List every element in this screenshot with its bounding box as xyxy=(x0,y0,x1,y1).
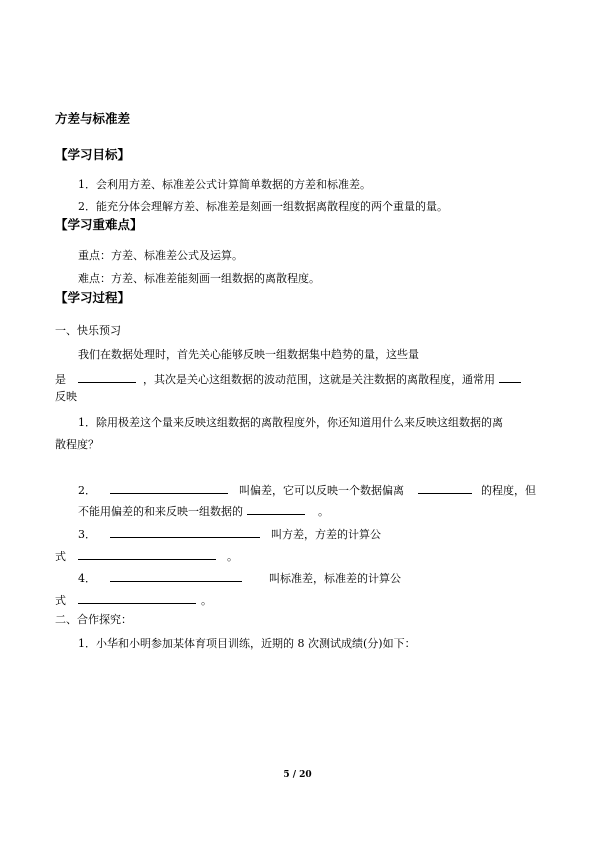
blank-deviation[interactable] xyxy=(110,482,228,494)
q2-text-d: 不能用偏差的和来反映一组数据的 xyxy=(78,505,243,518)
blank-variance[interactable] xyxy=(110,526,260,538)
key-focus: 重点：方差、标准差公式及运算。 xyxy=(78,249,243,262)
blank-variance-formula[interactable] xyxy=(78,548,216,560)
blank-deviation-from[interactable] xyxy=(418,482,472,494)
question-3-line-1 xyxy=(78,526,381,542)
blank-dispersion-measure[interactable] xyxy=(499,371,521,383)
q4-number: 4． xyxy=(78,572,96,585)
part2-label: 二、合作探究： xyxy=(55,613,132,626)
page-number: 5 / 20 xyxy=(283,770,312,780)
intro-line-2 xyxy=(55,371,521,387)
q3-text-d: 。 xyxy=(227,550,238,563)
question-2-line-1 xyxy=(78,482,536,498)
q2-text-c: 的程度，但 xyxy=(481,484,536,497)
question-1-line-1: 1．除用极差这个量来反映这组数据的离散程度外，你还知道用什么来反映这组数据的离 xyxy=(78,416,503,429)
blank-central-measure[interactable] xyxy=(78,371,136,383)
question-3-line-2 xyxy=(55,548,238,564)
q4-text-b: 叫标准差，标准差的计算公 xyxy=(269,572,401,585)
blank-std-dev-formula[interactable] xyxy=(78,592,196,604)
q3-text-b: 叫方差，方差的计算公 xyxy=(271,528,381,541)
intro-line-3: 反映 xyxy=(55,390,77,403)
question-4-line-2 xyxy=(55,592,212,608)
q2-number: 2． xyxy=(78,484,96,497)
q3-number: 3． xyxy=(78,528,96,541)
blank-std-dev[interactable] xyxy=(110,570,242,582)
section-heading-goals: 【学习目标】 xyxy=(55,147,131,162)
q3-text-c: 式 xyxy=(55,550,66,563)
question-2-line-2 xyxy=(78,503,329,519)
section-heading-process: 【学习过程】 xyxy=(55,290,131,305)
q4-text-d: 。 xyxy=(201,594,212,607)
q4-text-c: 式 xyxy=(55,594,66,607)
intro-line-2-b: ，其次是关心这组数据的波动范围，这就是关注数据的离散程度，通常用 xyxy=(143,373,495,386)
goal-item-2: 2．能充分体会理解方差、标准差是刻画一组数据离散程度的两个重量的量。 xyxy=(78,200,448,213)
goal-item-1: 1．会利用方差、标准差公式计算简单数据的方差和标准差。 xyxy=(78,178,371,191)
coop-item-1: 1．小华和小明参加某体育项目训练，近期的 8 次测试成绩(分)如下： xyxy=(78,637,416,650)
blank-deviation-sum[interactable] xyxy=(247,503,305,515)
intro-line-2-a: 是 xyxy=(55,373,66,386)
q2-text-e: 。 xyxy=(318,505,329,518)
page-title: 方差与标准差 xyxy=(55,111,131,126)
q2-text-b: 叫偏差，它可以反映一个数据偏离 xyxy=(239,484,404,497)
section-heading-key: 【学习重难点】 xyxy=(55,217,143,232)
intro-line-1: 我们在数据处理时，首先关心能够反映一组数据集中趋势的量，这些量 xyxy=(78,348,419,361)
question-4-line-1 xyxy=(78,570,401,586)
part1-label: 一、快乐预习 xyxy=(55,324,121,337)
question-1-line-2: 散程度？ xyxy=(55,438,99,451)
key-difficulty: 难点：方差、标准差能刻画一组数据的离散程度。 xyxy=(78,272,320,285)
